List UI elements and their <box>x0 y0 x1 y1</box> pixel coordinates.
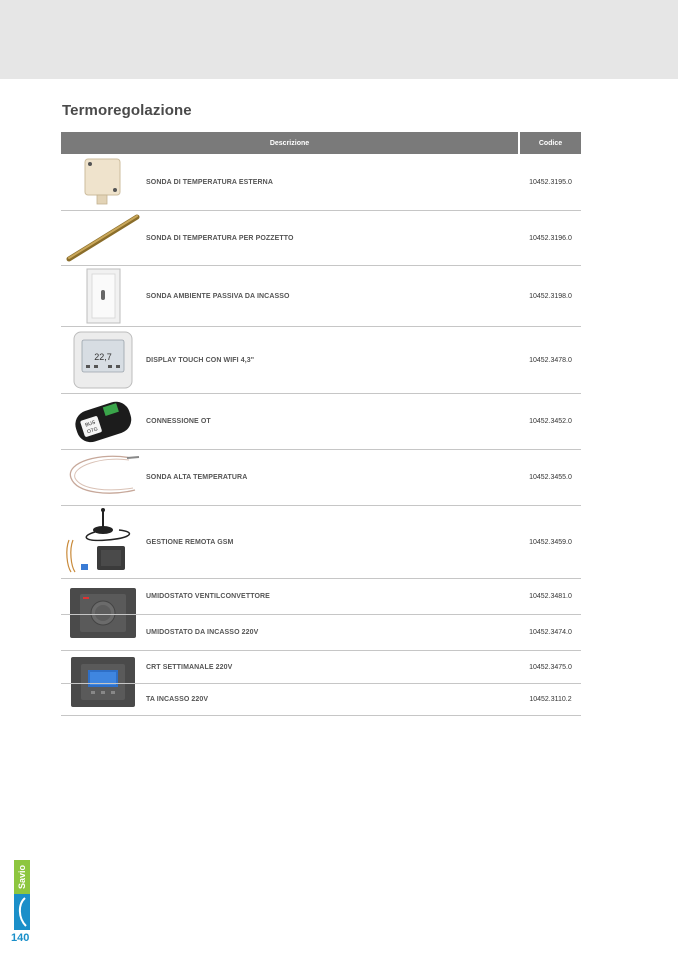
row-code: 10452.3195.0 <box>529 178 572 186</box>
table-row <box>61 651 581 684</box>
row-code: 10452.3110.2 <box>529 696 572 703</box>
row-description: GESTIONE REMOTA GSM <box>146 538 234 546</box>
row-code: 10452.3455.0 <box>529 474 572 481</box>
external-sensor-image <box>61 154 146 210</box>
flush-sensor-image <box>61 266 146 326</box>
row-code: 10452.3481.0 <box>529 593 572 600</box>
table-row <box>61 266 581 327</box>
row-description: SONDA ALTA TEMPERATURA <box>146 474 248 481</box>
table-row <box>61 327 581 394</box>
table-header <box>61 132 581 154</box>
well-sensor-image <box>61 211 146 265</box>
table-row <box>61 211 581 266</box>
table-row <box>61 615 581 651</box>
touch-display-image <box>61 327 146 393</box>
row-code: 10452.3474.0 <box>529 629 572 636</box>
row-code: 10452.3459.0 <box>529 538 572 546</box>
row-description: SONDA AMBIENTE PASSIVA DA INCASSO <box>146 292 290 300</box>
brand-logo <box>14 860 30 930</box>
row-description: CRT SETTIMANALE 220V <box>146 663 233 671</box>
ot-module-image <box>61 394 146 449</box>
table-row <box>61 394 581 450</box>
row-description: SONDA DI TEMPERATURA ESTERNA <box>146 178 273 186</box>
row-description: UMIDOSTATO DA INCASSO 220V <box>146 629 259 636</box>
row-code: 10452.3196.0 <box>529 234 572 242</box>
table-row <box>61 506 581 579</box>
table-row <box>61 450 581 506</box>
row-code: 10452.3478.0 <box>529 356 572 364</box>
row-code: 10452.3198.0 <box>529 292 572 300</box>
table-row <box>61 579 581 615</box>
table-row <box>61 154 581 211</box>
row-description: TA INCASSO 220V <box>146 696 209 703</box>
high-temp-sensor-image <box>61 450 146 505</box>
ot-tag-line2: OTG <box>86 426 99 436</box>
header-code: Codice <box>520 132 581 154</box>
row-description: DISPLAY TOUCH CON WIFI 4,3" <box>146 356 255 364</box>
page-title: Termoregolazione <box>62 102 192 119</box>
brand-name: Savio <box>17 865 27 890</box>
display-reading: 22,7 <box>94 352 112 362</box>
product-table <box>61 132 581 716</box>
row-code: 10452.3452.0 <box>529 418 572 425</box>
row-description: UMIDOSTATO VENTILCONVETTORE <box>146 593 270 600</box>
ot-tag-line1: BUS <box>84 419 97 429</box>
humidistat-group <box>61 579 581 651</box>
top-band <box>0 0 678 79</box>
row-description: SONDA DI TEMPERATURA PER POZZETTO <box>146 234 294 242</box>
thermostat-group <box>61 651 581 716</box>
header-description: Descrizione <box>61 132 518 154</box>
brand-wave-icon <box>14 894 30 930</box>
page-number: 140 <box>11 932 30 944</box>
table-row <box>61 684 581 716</box>
row-code: 10452.3475.0 <box>529 663 572 671</box>
row-description: CONNESSIONE OT <box>146 418 211 425</box>
gsm-module-image <box>61 506 146 578</box>
